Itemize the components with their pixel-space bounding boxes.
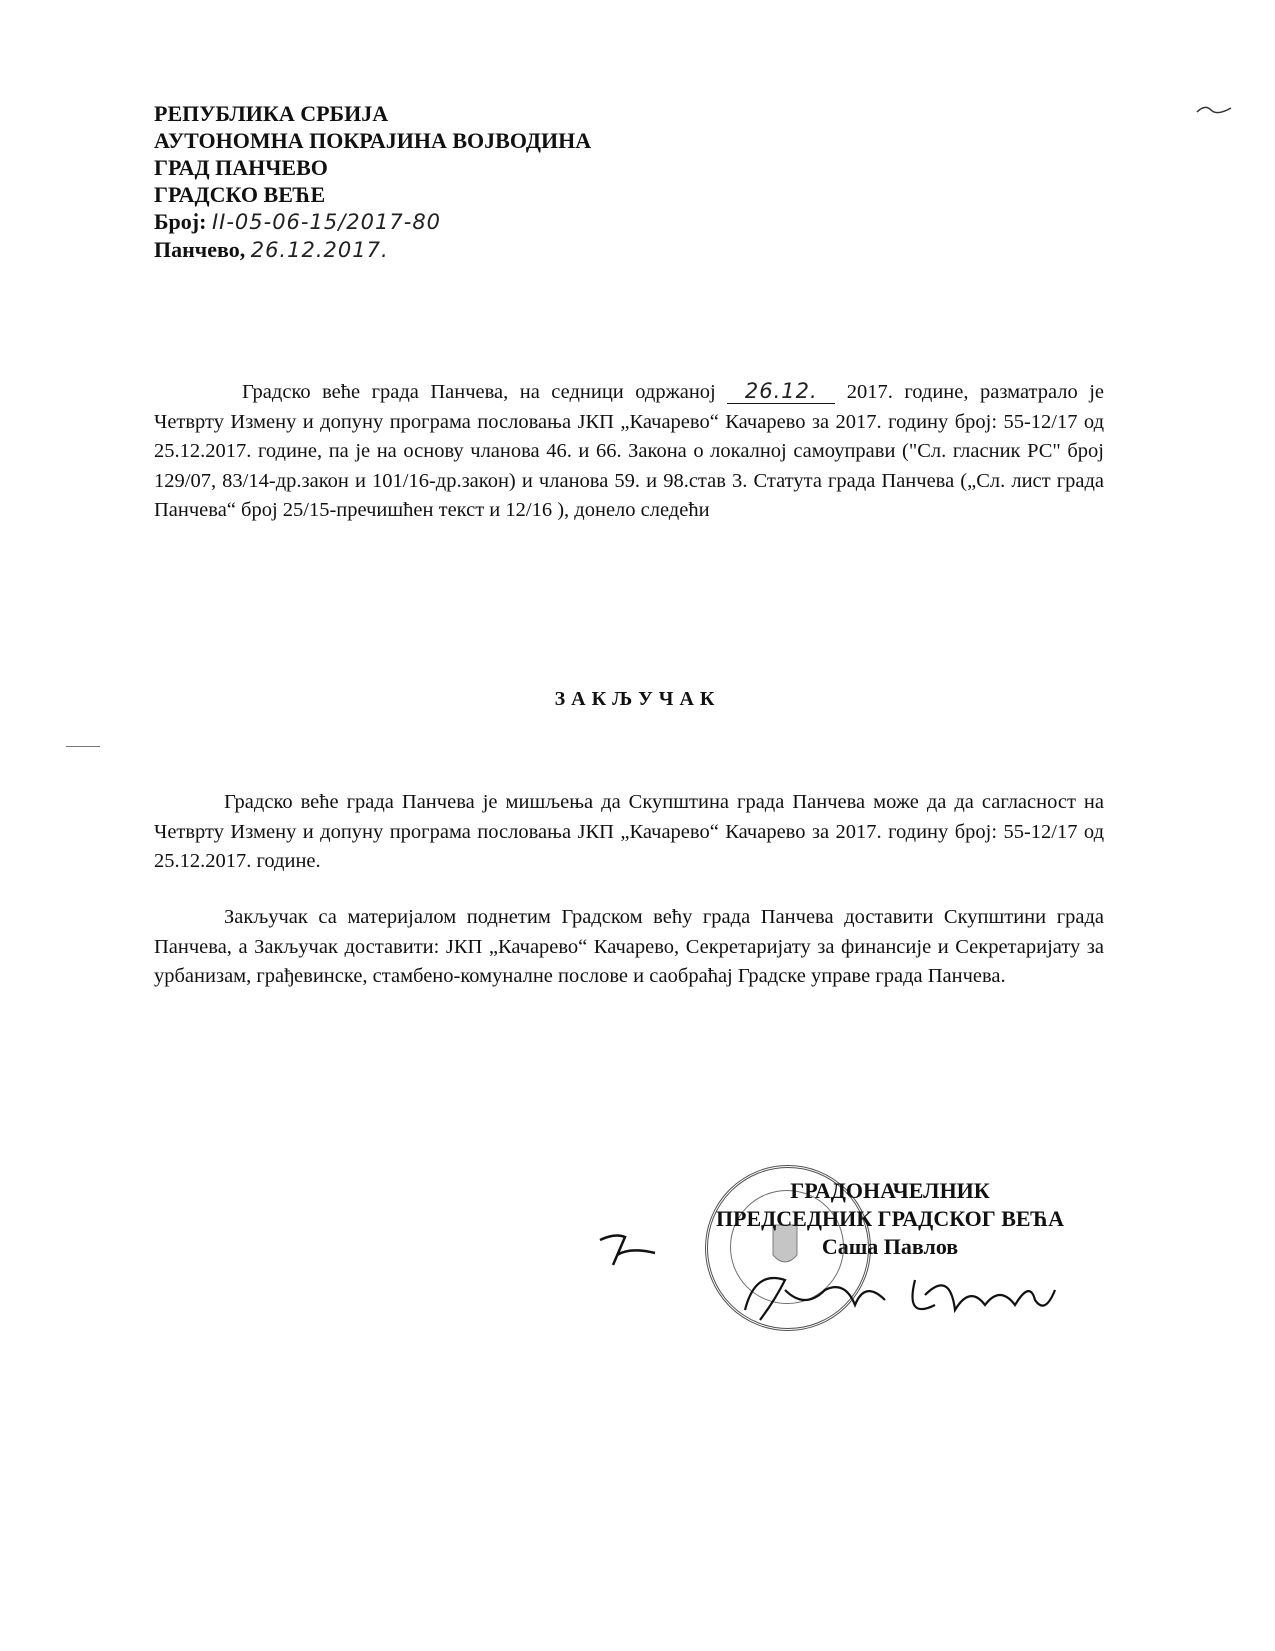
signature-block bbox=[700, 1177, 1080, 1261]
header-line: АУТОНОМНА ПОКРАЈИНА ВОЈВОДИНА bbox=[154, 128, 592, 153]
session-date-blank bbox=[727, 380, 835, 404]
document-header bbox=[154, 100, 591, 264]
body-paragraph: Закључак са материјалом поднетим Градском већу града Панчева доставити Скупштини града Панчева, а Закључак доставити: ЈКП „Качарево“ Качарево, Секретаријату за финансије и Секретаријату за урбанизам, грађевинске, стамбено-комуналне послове и саобраћај Градске управе града Панчева. bbox=[154, 906, 1104, 987]
corner-mark-icon bbox=[1195, 100, 1235, 120]
handwritten-session-date: 26.12. bbox=[744, 379, 818, 403]
header-line: РЕПУБЛИКА СРБИЈА bbox=[154, 101, 389, 126]
scan-mark bbox=[66, 746, 100, 747]
handwritten-number: II-05-06-15/2017-80 bbox=[211, 210, 442, 234]
signatory-name: Саша Павлов bbox=[821, 1234, 959, 1259]
document-number: Број: II-05-06-15/2017-80 bbox=[154, 209, 442, 234]
preamble-paragraph: Градско веће града Панчева, на седници одржаној 26.12. 2017. године, разматрало је Четврту Измену и допуну програма пословања ЈКП „Качарево“ Качарево за 2017. годину број: 55-12/17 од 25.12.2017. године, па је на основу чланова 46. и 66. Закона о локалној самоуправи ("Сл. гласник РС" број 129/07, 83/14-др.закон и 101/16-др.закон) и чланова 59. и 98.став 3. Статута града Панчева („Сл. лист града Панчева“ број 25/15-пречишћен текст и 12/16 ), донело следећи bbox=[154, 379, 1105, 521]
handwritten-signature-icon bbox=[735, 1260, 1065, 1330]
header-line: ГРАД ПАНЧЕВО bbox=[154, 155, 328, 180]
handwritten-date: 26.12.2017. bbox=[250, 238, 389, 262]
document-title: ЗАКЉУЧАК bbox=[554, 688, 721, 710]
initials-icon bbox=[595, 1225, 665, 1275]
header-line: ГРАДСКО ВЕЋЕ bbox=[154, 182, 326, 207]
signature-title: ГРАДОНАЧЕЛНИК bbox=[790, 1178, 990, 1203]
signature-title: ПРЕДСЕДНИК ГРАДСКОГ ВЕЋА bbox=[715, 1206, 1065, 1231]
body-paragraph: Градско веће града Панчева је мишљења да Скупштина града Панчева може да да сагласност на Четврту Измену и допуну програма пословања ЈКП „Качарево“ Качарево за 2017. годину број: 55-12/17 од 25.12.2017. године. bbox=[154, 791, 1104, 872]
document-place-date: Панчево, 26.12.2017. bbox=[154, 237, 389, 262]
